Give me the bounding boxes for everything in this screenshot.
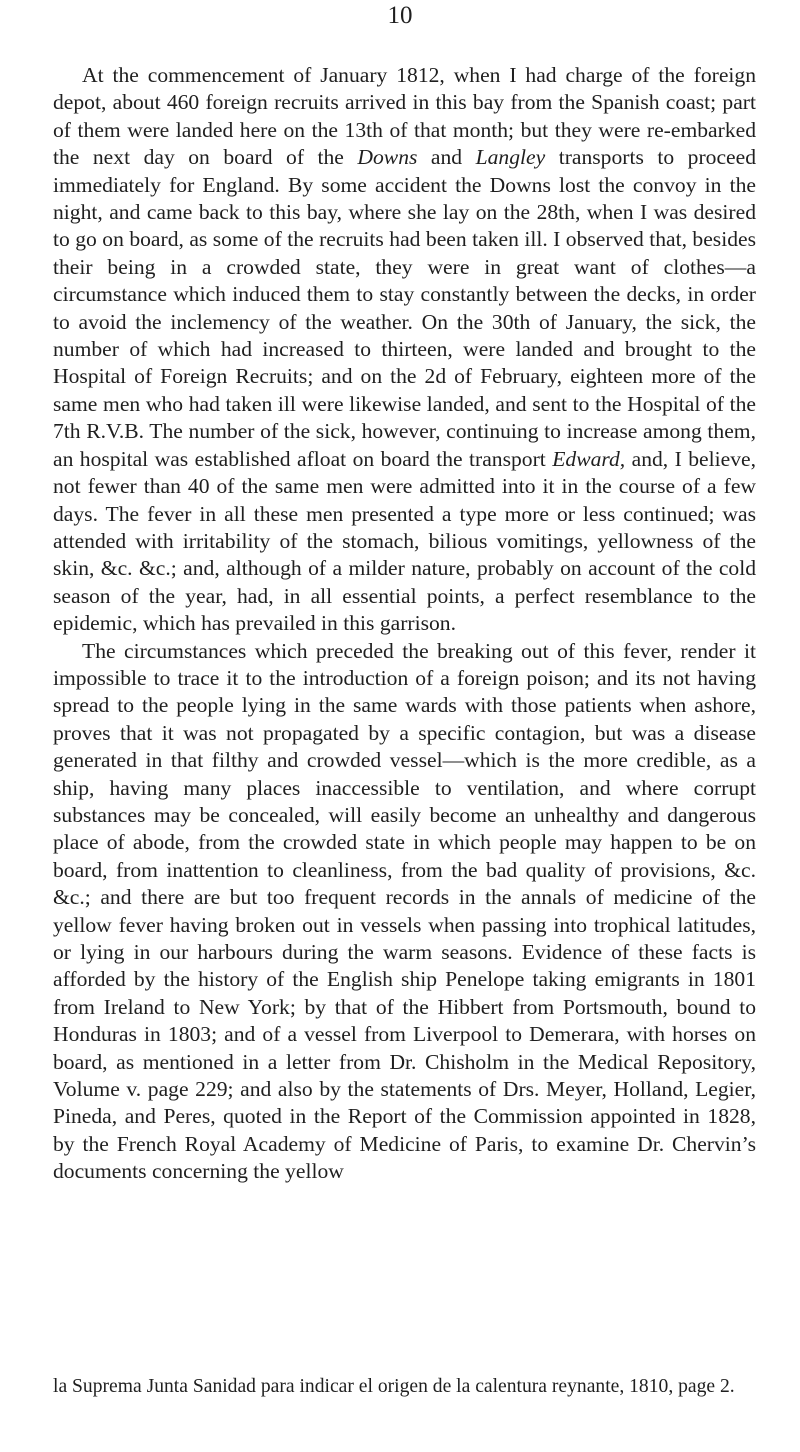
italic-run: Langley [475,145,546,170]
text-run: transports to proceed immediately for England. By some accident the Downs lost the convoy in the night, and came back to this bay, where she lay on the 28th, when I was desired to go on board, as some of the recruits had been taken ill. I observed that, besides their being in a crowded state, they were in great want of clothes—a circumstance which induced them to stay constantly between the decks, in order to avoid the inclemency of the weather. On the 30th of January, the sick, the number of which had increased to thirteen, were landed and brought to the Hospital of Foreign Recruits; and on the 2d of February, eighteen more of the same men who had taken ill were likewise landed, and sent to the Hospital of the 7th R.V.B. The number of the sick, however, continuing to increase among them, an hospital was established afloat on board the transport [53,145,756,471]
text-run: The circumstances which preceded the breaking out of this fever, render it impossible to trace it to the introduction of a foreign poison; and its not having spread to the people lying in the same wards with those patients when ashore, proves that it was not propagated by a specific contagion, but was a disease generated in that filthy and crowded vessel—which is the more credible, as a ship, having many places inaccessible to ventilation, and where corrupt substances may be concealed, will easily become an unhealthy and dangerous place of abode, from the crowded state in which people may happen to be on board, from inattention to cleanliness, from the bad quality of provisions, &c. &c.; and there are but too frequent records in the annals of medicine of the yellow fever having broken out in vessels when passing into trophical latitudes, or lying in our harbours during the warm seasons. Evidence of these facts is afforded by the history of the English ship Penelope taking emigrants in 1801 from Ireland to New York; by that of the Hibbert from Portsmouth, bound to Honduras in 1803; and of a vessel from Liverpool to Demerara, with horses on board, as mentioned in a letter from Dr. Chisholm in the Medical Repository, Volume v. page 229; and also by the statements of Drs. Meyer, Holland, Legier, Pineda, and Peres, quoted in the Report of the Commission appointed in 1828, by the French Royal Academy of Medicine of Paris, to examine Dr. Chervin’s documents concerning the yellow [53,638,756,1184]
page-number: 10 [387,2,413,29]
paragraph-1 [53,62,756,638]
footnote: la Suprema Junta Sanidad para indicar el origen de la calentura reynante, 1810, page 2. [53,1376,735,1397]
text-run: and, I believe, not fewer than 40 of the same men were admitted into it in the course of a few days. The fever in all these men presented a type more or less continued; was attended with irritability of the stomach, bilious vomitings, yellowness of the skin, &c. &c.; and, although of a milder nature, probably on account of the cold season of the year, had, in all essential points, a perfect resemblance to the epidemic, which has prevailed in this garrison. [53,446,756,636]
text-run: At the commencement of January 1812, when I had charge of the foreign depot, about 460 foreign recruits arrived in this bay from the Spanish coast; part of them were landed here on the 13th of that month; but they were re-embarked the next day on board of the [53,63,756,170]
body-text [53,62,756,1186]
italic-run: Edward, [552,446,626,471]
text-run: and [417,145,476,170]
paragraph-2 [53,638,756,1186]
italic-run: Downs [357,145,418,170]
